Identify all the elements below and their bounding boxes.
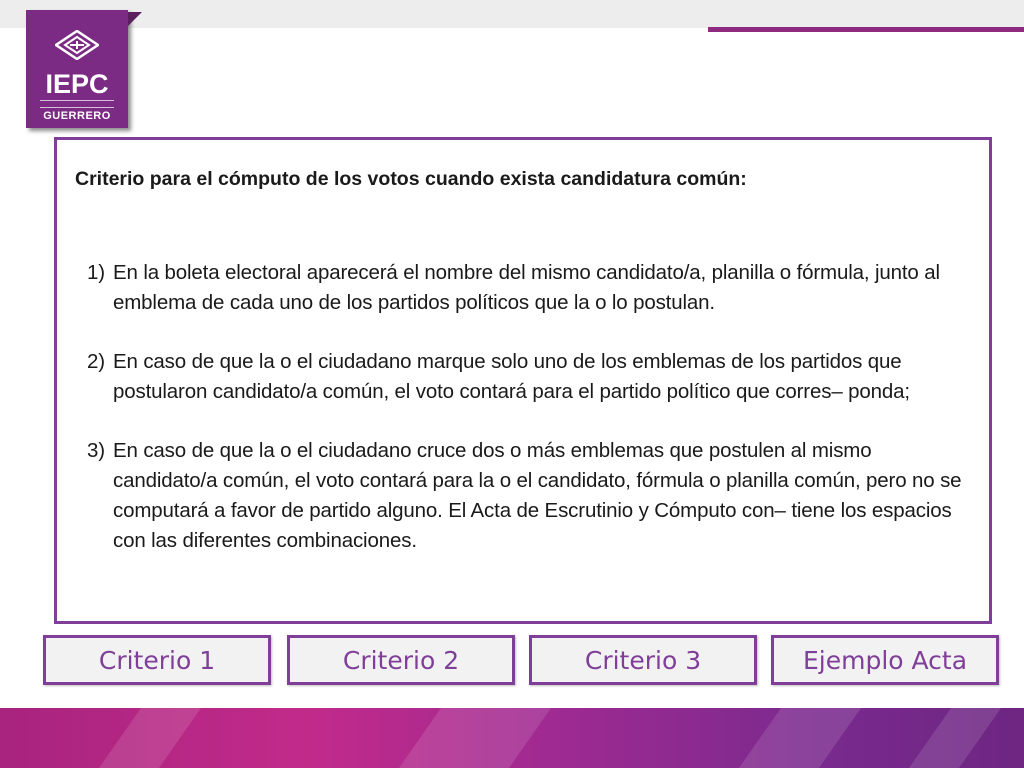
criterion-text: En caso de que la o el ciudadano cruce dos o más emblemas que postulen al mismo candidato/a común, el voto contará para la o el candidato, fórmula o planilla común, pero no se computará a favor de partido alguno. El Acta de Escrutinio y Cómputo con– tiene los espacios con las diferentes combinaciones. (113, 439, 962, 552)
logo-fold (128, 12, 142, 26)
criterion-text: En caso de que la o el ciudadano marque solo uno de los emblemas de los partidos que postularon candidato/a común, el voto contará para el partido político que corres– ponda; (113, 350, 910, 403)
iepc-logo (26, 10, 128, 128)
criterion-number: 2) (87, 350, 105, 373)
criterion-item (87, 347, 977, 407)
footer-band (0, 708, 1024, 768)
footer-streak (99, 708, 201, 768)
criterion-number: 1) (87, 261, 105, 284)
criterio-2-button[interactable]: Criterio 2 (287, 635, 515, 685)
logo-name: IEPC (45, 69, 109, 99)
criteria-list (87, 258, 977, 585)
iepc-emblem-icon (55, 30, 99, 60)
logo-subtitle-lines (40, 100, 114, 108)
criterion-text: En la boleta electoral aparecerá el nombre del mismo candidato/a, planilla o fórmula, junto al emblema de cada uno de los partidos políticos que la o lo postulan. (113, 261, 940, 314)
logo-state: GUERRERO (43, 110, 111, 122)
page-title: Criterio para el cómputo de los votos cuando exista candidatura común: (75, 168, 747, 190)
footer-streak (909, 708, 1001, 768)
footer-streak (399, 708, 551, 768)
criterion-number: 3) (87, 439, 105, 462)
criterion-item (87, 436, 977, 556)
footer-streak (739, 708, 861, 768)
criteria-panel (54, 137, 992, 624)
criterion-item (87, 258, 977, 318)
ejemplo-acta-button[interactable]: Ejemplo Acta (771, 635, 999, 685)
header-accent-line (708, 27, 1024, 32)
criterio-1-button[interactable]: Criterio 1 (43, 635, 271, 685)
criterio-3-button[interactable]: Criterio 3 (529, 635, 757, 685)
